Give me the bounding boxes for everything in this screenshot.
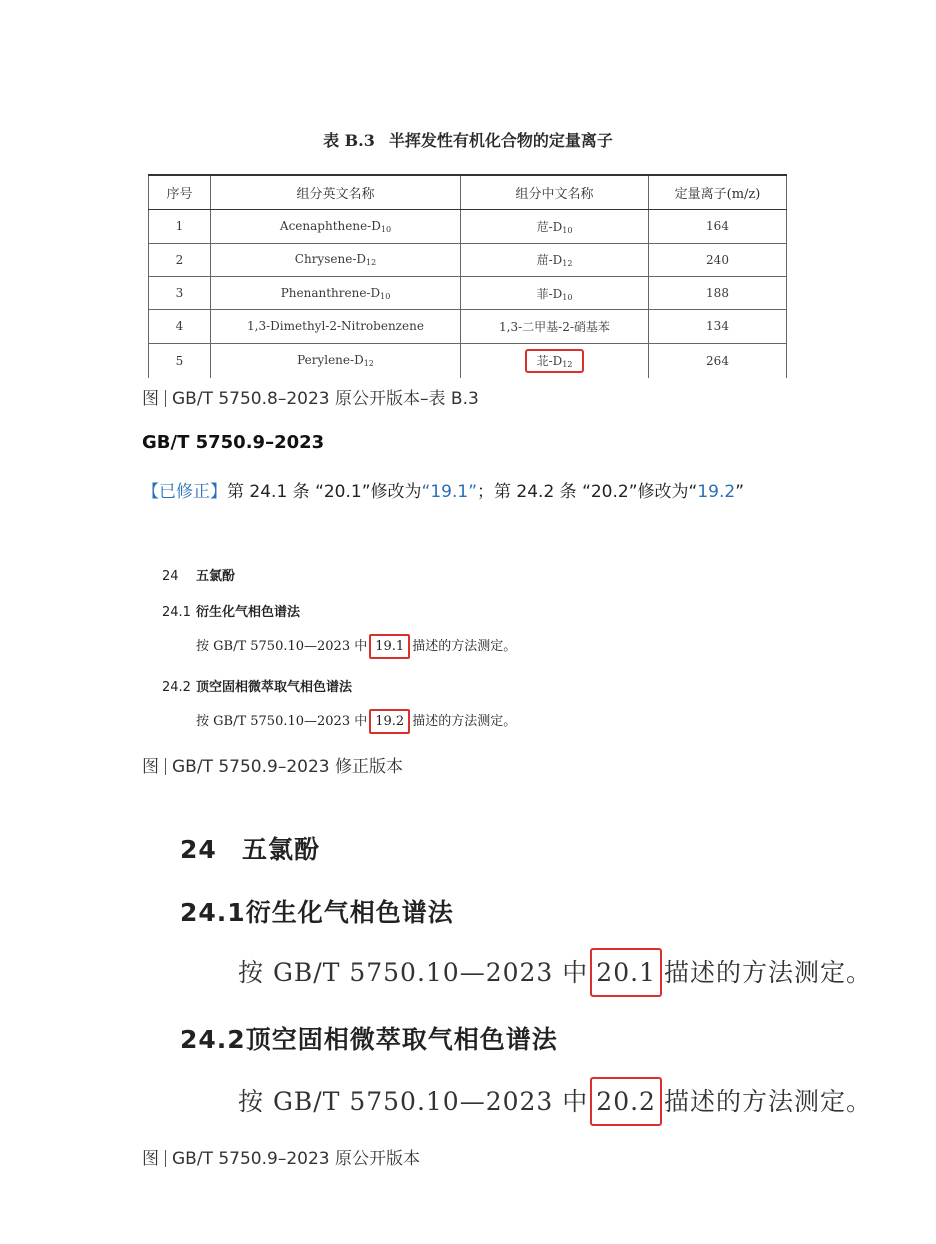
cell-quant-ion: 240 (649, 243, 787, 276)
caption-divider (165, 758, 166, 775)
highlight-box: 20.1 (590, 948, 662, 997)
cell-quant-ion: 188 (649, 276, 787, 309)
highlight-box: 20.2 (590, 1077, 662, 1126)
cell-chinese-name (461, 343, 649, 378)
cell-chinese-name: 苊$-D_{10}$ (461, 210, 649, 243)
cell-english-name: Acenaphthene-$D_{10}$ (211, 210, 461, 243)
cell-quant-ion: 264 (649, 343, 787, 378)
cell-english-name: 1,3-Dimethyl-2-Nitrobenzene (211, 310, 461, 343)
cell-quant-ion: 134 (649, 310, 787, 343)
standard-heading: GB/T 5750.9–2023 (142, 432, 325, 453)
header-chinese-name: 组分中文名称 (461, 175, 649, 210)
method-paragraph: 按 GB/T 5750.10—2023 中 19.1 描述的方法测定。 (196, 635, 516, 654)
cell-chinese-name: 1,3-二甲基-2-硝基苯 (461, 310, 649, 343)
cell-chinese-name: 䓛$-D_{12}$ (461, 243, 649, 276)
caption-divider (165, 390, 166, 407)
cell-serial: 4 (149, 310, 211, 343)
subsection-heading: 24.2顶空固相微萃取气相色谱法 (180, 1025, 558, 1054)
table-row (149, 310, 787, 343)
method-paragraph: 按 GB/T 5750.10—2023 中 19.2 描述的方法测定。 (196, 710, 516, 729)
correction-note: 【已修正】第 24.1 条 “20.1”修改为“19.1”；第 24.2 条 “20.2”修改为“19.2” (142, 482, 745, 502)
table-header-row (149, 175, 787, 210)
cell-english-name: Chrysene-$D_{12}$ (211, 243, 461, 276)
table-row (149, 276, 787, 309)
section-heading: 24 五氯酚 (180, 835, 321, 864)
table-title-text: 半挥发性有机化合物的定量离子 (388, 131, 613, 150)
cell-english-name: Perylene-$D_{12}$ (211, 343, 461, 378)
cell-serial: 3 (149, 276, 211, 309)
cell-serial: 1 (149, 210, 211, 243)
method-paragraph: 按 GB/T 5750.10—2023 中 20.1 描述的方法测定。 (238, 953, 872, 989)
highlight-box: 苝$-D_{12}$ (525, 349, 585, 373)
figure-caption-2: 图 GB/T 5750.9–2023 修正版本 (142, 757, 404, 777)
quantitation-ion-table (148, 174, 787, 378)
header-quant-ion: 定量离子(m/z) (649, 175, 787, 210)
table-label: 表 B.3 (323, 131, 375, 150)
figure-caption-3: 图 GB/T 5750.9–2023 原公开版本 (142, 1149, 421, 1169)
cell-quant-ion: 164 (649, 210, 787, 243)
cell-chinese-name: 菲$-D_{10}$ (461, 276, 649, 309)
figure-caption-1: 图 GB/T 5750.8–2023 原公开版本–表 B.3 (142, 389, 479, 409)
section-heading: 24 五氯酚 (162, 569, 236, 584)
subsection-heading: 24.1 衍生化气相色谱法 (162, 605, 301, 620)
table-row (149, 210, 787, 243)
table-row (149, 243, 787, 276)
cell-serial: 5 (149, 343, 211, 378)
table-title (0, 128, 936, 151)
cell-serial: 2 (149, 243, 211, 276)
table-row (149, 343, 787, 378)
header-serial: 序号 (149, 175, 211, 210)
highlight-box: 19.2 (369, 709, 410, 734)
subsection-heading: 24.1衍生化气相色谱法 (180, 898, 454, 927)
method-paragraph: 按 GB/T 5750.10—2023 中 20.2 描述的方法测定。 (238, 1082, 872, 1118)
highlight-box: 19.1 (369, 634, 410, 659)
subsection-heading: 24.2 顶空固相微萃取气相色谱法 (162, 680, 353, 695)
corrected-tag: 【已修正】 (142, 482, 227, 502)
caption-divider (165, 1150, 166, 1167)
cell-english-name: Phenanthrene-$D_{10}$ (211, 276, 461, 309)
header-english-name: 组分英文名称 (211, 175, 461, 210)
